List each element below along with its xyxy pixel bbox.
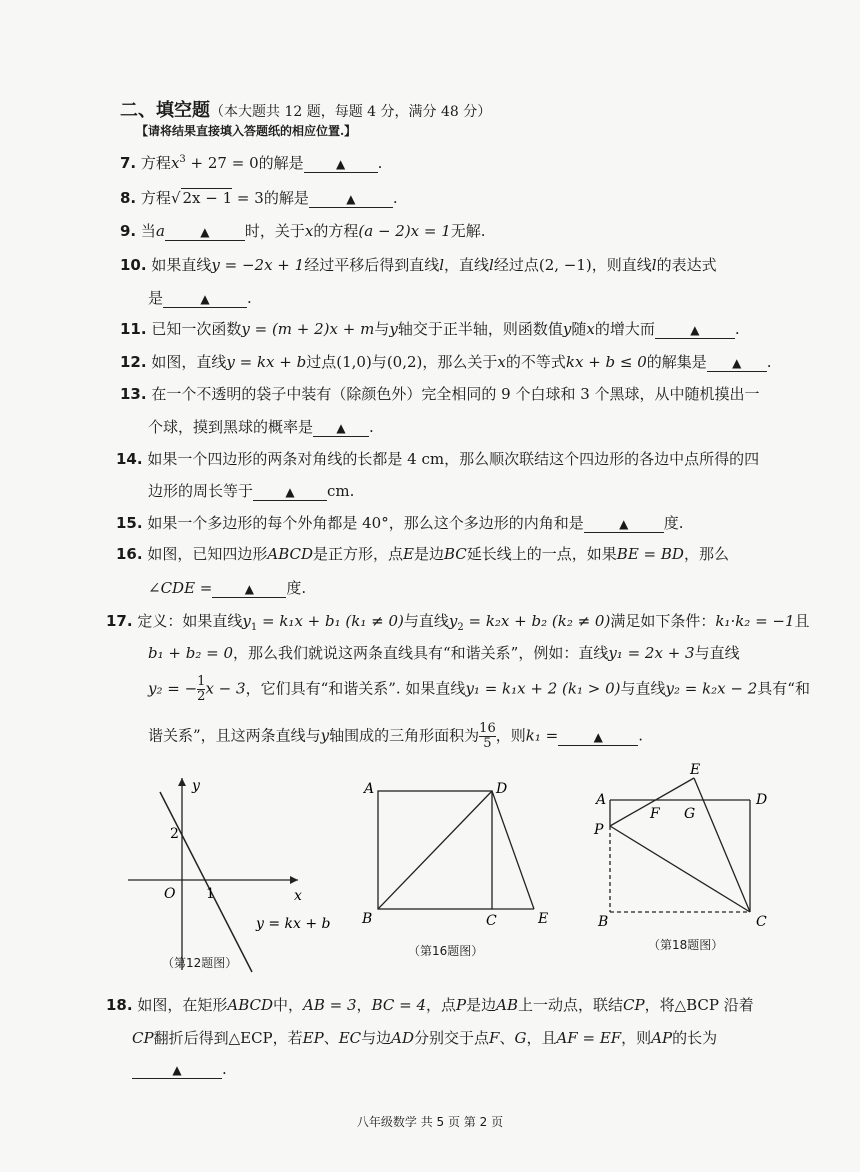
question-16: 16. 如图，已知四边形ABCD是正方形，点E是边BC延长线上的一点，如果BE = BD，那么 bbox=[116, 545, 729, 563]
question-7: 7. 方程$x^3 + 27 = 0$的解是▲ . bbox=[120, 152, 382, 173]
question-17: 17. 定义：如果直线$y_1 = k_1x + b_1$ (k₁ ≠ 0)与直线$y_2 = k_2x + b_2$ (k₂ ≠ 0)满足如下条件：k₁·k₂ = −1且 bbox=[106, 612, 810, 633]
label-c: C bbox=[486, 913, 497, 925]
answer-blank[interactable] bbox=[313, 420, 369, 437]
label-p: P bbox=[594, 822, 604, 838]
answer-blank[interactable] bbox=[212, 581, 286, 598]
label-e: E bbox=[538, 911, 549, 925]
answer-blank[interactable] bbox=[165, 224, 245, 241]
label-origin: O bbox=[164, 886, 176, 902]
line-label: y = kx + b bbox=[256, 916, 331, 932]
figure-18 bbox=[590, 762, 790, 932]
question-17-line4: 谐关系”，且这两条直线与y轴围成的三角形面积为 $\frac{16}{5}$ ，则k₁ =▲ . bbox=[148, 722, 643, 751]
figure-16 bbox=[360, 775, 560, 925]
question-8: 8. 方程√ 2x − 1 = 3的解是▲ . bbox=[120, 187, 398, 208]
label-b: B bbox=[362, 911, 373, 925]
section-note: 【请将结果直接填入答题纸的相应位置.】 bbox=[136, 124, 357, 138]
question-12: 12. 如图，直线y = kx + b过点(1,0)与(0,2)，那么关于x的不等式kx + b ≤ 0的解集是▲ . bbox=[120, 351, 772, 372]
label-2: 2 bbox=[170, 826, 179, 842]
question-9: 9. 当a▲ 时，关于x的方程(a − 2)x = 1无解. bbox=[120, 220, 486, 241]
question-17-line2: b₁ + b₂ = 0，那么我们就说这两条直线具有“和谐关系”，例如：直线y₁ = 2x + 3与直线 bbox=[148, 644, 740, 662]
caption-16: （第16题图） bbox=[408, 944, 484, 958]
answer-blank[interactable] bbox=[309, 191, 393, 208]
fraction-half: $\frac{1}{2}$ bbox=[197, 674, 206, 704]
question-11: 11. 已知一次函数y = (m + 2)x + m与y轴交于正半轴，则函数值y随x的增大而▲ . bbox=[120, 318, 740, 339]
question-13-line2: 个球，摸到黑球的概率是▲ . bbox=[148, 416, 374, 437]
x-axis-arrow bbox=[290, 876, 298, 884]
answer-blank[interactable] bbox=[655, 322, 735, 339]
figure-12 bbox=[120, 770, 350, 980]
answer-blank[interactable] bbox=[558, 729, 638, 746]
label-y: y bbox=[192, 778, 200, 794]
answer-blank[interactable] bbox=[253, 484, 327, 501]
caption-12: （第12题图） bbox=[162, 956, 238, 970]
question-16-line2: ∠CDE =▲ 度. bbox=[148, 577, 306, 598]
fraction-area: $\frac{16}{5}$ bbox=[479, 721, 496, 751]
y-axis-arrow bbox=[178, 778, 186, 786]
answer-blank[interactable] bbox=[304, 156, 378, 173]
question-18-line3: ▲. bbox=[132, 1060, 227, 1079]
label-1: 1 bbox=[206, 886, 215, 902]
answer-blank[interactable] bbox=[132, 1062, 222, 1079]
answer-blank[interactable] bbox=[584, 516, 664, 533]
question-15: 15. 如果一个多边形的每个外角都是 40°，那么这个多边形的内角和是▲ 度. bbox=[116, 512, 684, 533]
question-14-line2: 边形的周长等于▲ cm. bbox=[148, 480, 354, 501]
segment-de bbox=[492, 791, 534, 909]
segment-pc bbox=[610, 826, 750, 912]
label-a: A bbox=[596, 792, 607, 808]
segment-ec bbox=[694, 778, 750, 912]
label-a: A bbox=[364, 781, 375, 797]
caption-18: （第18题图） bbox=[648, 938, 724, 952]
label-d: D bbox=[756, 792, 768, 808]
label-x: x bbox=[294, 888, 302, 904]
question-10: 10. 如果直线y = −2x + 1经过平移后得到直线l，直线l经过点(2, −1)，则直线l的表达式 bbox=[120, 256, 717, 274]
question-18: 18. 如图，在矩形ABCD中，AB = 3，BC = 4，点P是边AB上一动点，联结CP，将△BCP 沿着 bbox=[106, 996, 754, 1014]
answer-blank[interactable] bbox=[163, 291, 247, 308]
question-13: 13. 在一个不透明的袋子中装有（除颜色外）完全相同的 9 个白球和 3 个黑球，从中随机摸出一 bbox=[120, 385, 760, 403]
page-footer: 八年级数学 共 5 页 第 2 页 bbox=[356, 1115, 504, 1129]
section-title: 二、填空题 bbox=[120, 100, 210, 121]
label-c: C bbox=[756, 914, 767, 930]
section-subtitle: （本大题共 12 题，每题 4 分，满分 48 分） bbox=[210, 104, 492, 120]
diagonal-bd bbox=[378, 791, 492, 909]
question-17-line3: y₂ = − $\frac{1}{2}$ x − 3，它们具有“和谐关系”. 如果直线y₁ = k₁x + 2 (k₁ > 0)与直线y₂ = k₂x − 2具有“和 bbox=[148, 674, 810, 704]
label-e: E bbox=[690, 762, 701, 778]
graph-line bbox=[160, 792, 252, 972]
question-18-line2: CP翻折后得到△ECP，若EP、EC与边AD分别交于点F、G，且AF = EF，则AP的长为 bbox=[132, 1029, 718, 1047]
answer-blank[interactable] bbox=[707, 355, 767, 372]
label-g: G bbox=[684, 806, 696, 822]
label-b: B bbox=[598, 914, 609, 930]
label-f: F bbox=[650, 806, 660, 822]
question-10-line2: 是▲ . bbox=[148, 287, 252, 308]
section-header bbox=[120, 96, 491, 122]
label-d: D bbox=[496, 781, 508, 797]
question-14: 14. 如果一个四边形的两条对角线的长都是 4 cm，那么顺次联结这个四边形的各边中点所得的四 bbox=[116, 450, 760, 468]
